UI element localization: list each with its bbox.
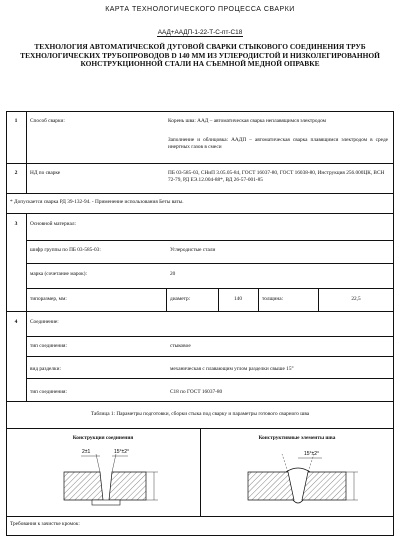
section-1-number: 1 [14,118,18,124]
table-caption: Таблица 1: Параметры подготовки, сборки стыка под сварку и параметры готового сварного шва [90,411,310,417]
section-2-label: НД по сварке [30,170,61,176]
section-2-number: 2 [14,170,18,176]
page-title: ТЕХНОЛОГИЯ АВТОМАТИЧЕСКОЙ ДУГОВОЙ СВАРКИ СТЫКОВОГО СОЕДИНЕНИЯ ТРУБ ТЕХНОЛОГИЧЕСКИХ ТРУБОПРОВОДОВ D 140 ММ ИЗ УГЛЕРОДИСТОЙ И НИЗКОЛЕГИРОВАННОЙ КОНСТРУКЦИОННОЙ СТАЛИ НА СЪЕМНОЙ МЕДНОЙ ОПРАВКЕ [20,42,380,69]
joint-type-label: тип соединения: [30,343,67,349]
section-4-number: 4 [14,319,18,325]
weld-elements-diagram [200,444,394,516]
section-3-label: Основной материал: [30,221,76,227]
material-group-value: Углеродистые стали [170,247,216,253]
bevel-type-value: механическая с плавающим углом разделки свыше 15° [170,366,294,372]
wall-value: 22,5 [351,296,361,302]
joint-preparation-diagram [6,444,200,516]
section-1-value-2: Заполнение и облицовка: ААДП – автоматическая сварка плавящимся электродом в среде инертных газов в смеси [168,137,388,150]
gap-dimension: 2±1 [82,449,91,455]
size-label: типоразмер, мм: [30,296,67,302]
diameter-label: диаметр: [170,296,191,302]
section-1-label: Способ сварки: [30,118,65,124]
section-1-value-1: Корень шва: ААД – автоматическая сварка неплавящимся электродом [168,118,327,124]
material-group-label: шифр группы по ПБ 03-585-03: [30,247,101,253]
weld-angle-dimension: 15°±2° [304,451,320,457]
section-4-label: Соединение: [30,319,59,325]
weld-type-value: С18 по ГОСТ 16037-80 [170,389,223,395]
material-grade-label: марка (сочетание марок): [30,271,87,277]
document-code: ААД+ААДП-1-22-Т-С-пт-С18 [157,29,243,36]
section-2-value: ПБ 03-585-03, СНиП 3.05.05-84, ГОСТ 16037-80, ГОСТ 16038-80, Инструкция 256.000ЦК, ВСН 72-79, РД ЕЭ.12.004-88*, ВД 26-57-001-85 [168,170,385,183]
card-title: КАРТА ТЕХНОЛОГИЧЕСКОГО ПРОЦЕССА СВАРКИ [105,6,295,13]
bevel-type-label: вид разделки: [30,366,61,372]
edge-cleaning-label: Требования к зачистке кромок: [10,521,80,527]
material-grade-value: 20 [170,271,176,277]
wall-label: толщина: [262,296,284,302]
weld-type-label: тип соединения: [30,389,67,395]
column-header-weld-elements: Конструктивные элементы шва [258,435,336,441]
note-text: * Допускается сварка РД 39-132-94. - Применение использования Беты ваты. [10,199,184,205]
joint-type-value: стыковое [170,343,191,349]
bevel-angle-dimension: 15°±2° [114,449,130,455]
diameter-value: 140 [234,296,242,302]
column-header-joint-design: Конструкция соединения [72,435,134,441]
section-3-number: 3 [14,221,18,227]
